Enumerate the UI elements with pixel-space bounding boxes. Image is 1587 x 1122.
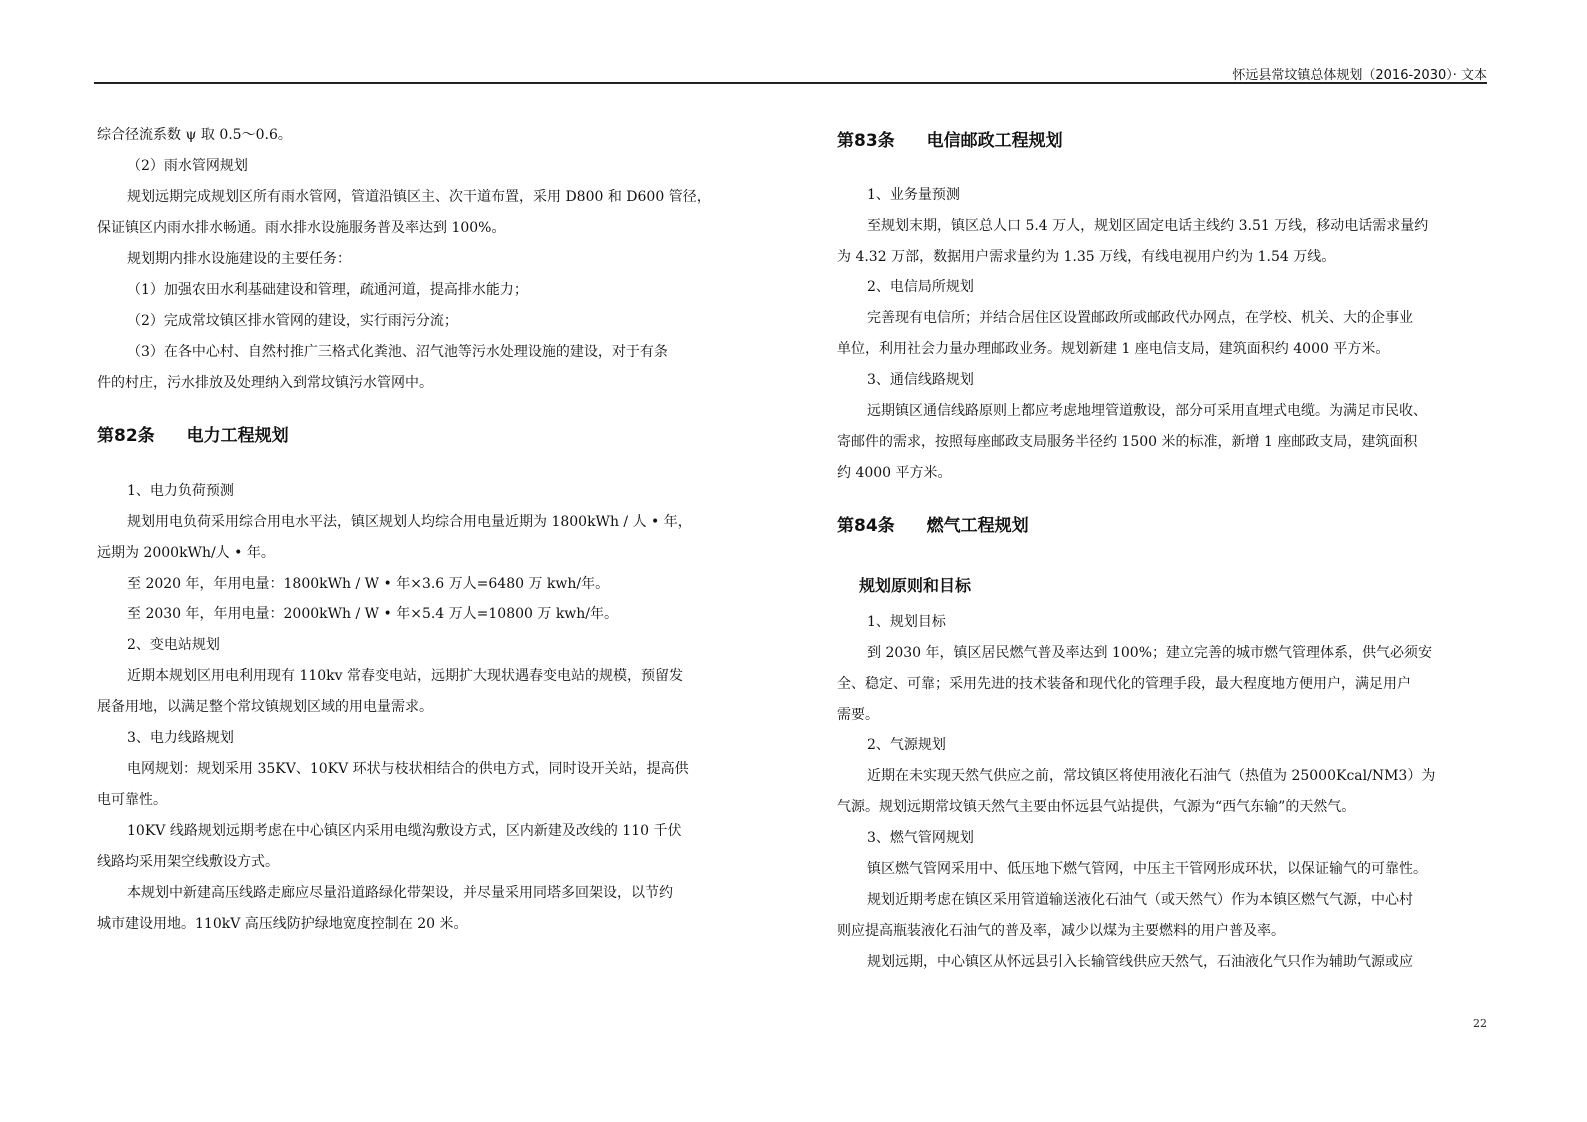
paragraph-line: 规划近期考虑在镇区采用管道输送液化石油气（或天然气）作为本镇区燃气气源，中心村 xyxy=(867,892,1413,908)
article-title: 电信邮政工程规划 xyxy=(926,131,1063,151)
paragraph-line: （2）完成常坟镇区排水管网的建设，实行雨污分流； xyxy=(127,313,458,329)
paragraph-line: 电网规划：规划采用 35KV、10KV 环状与枝状相结合的供电方式，同时设开关站，提高供 xyxy=(127,761,689,777)
header-divider xyxy=(94,82,1487,84)
article-number: 第84条 xyxy=(837,516,895,536)
paragraph-line: 规划远期完成规划区所有雨水管网，管道沿镇区主、次干道布置，采用 D800 和 D600 管径， xyxy=(127,189,711,205)
paragraph-line: （3）在各中心村、自然村推广三格式化粪池、沼气池等污水处理设施的建设，对于有条 xyxy=(127,344,668,360)
paragraph-line: 10KV 线路规划远期考虑在中心镇区内采用电缆沟敷设方式，区内新建及改线的 110 千伏 xyxy=(127,823,682,839)
paragraph-line: 到 2030 年，镇区居民燃气普及率达到 100%；建立完善的城市燃气管理体系，供气必须安 xyxy=(867,645,1433,661)
paragraph-line: 至 2020 年，年用电量：1800kWh / W • 年×3.6 万人=6480 万 kwh/年。 xyxy=(127,576,610,592)
section-heading-line: 1、电力负荷预测 xyxy=(127,483,234,499)
section-heading-line: 2、变电站规划 xyxy=(127,637,220,653)
paragraph-line: （2）雨水管网规划 xyxy=(127,158,248,174)
article-title: 电力工程规划 xyxy=(186,426,289,446)
page-number: 22 xyxy=(1473,1017,1487,1030)
paragraph-line: 寄邮件的需求，按照每座邮政支局服务半径约 1500 米的标准，新增 1 座邮政支局，建筑面积 xyxy=(837,434,1418,450)
paragraph-line: 本规划中新建高压线路走廊应尽量沿道路绿化带架设，并尽量采用同塔多回架设，以节约 xyxy=(127,885,673,901)
paragraph-line: 规划期内排水设施建设的主要任务： xyxy=(127,251,351,267)
paragraph-line: 远期为 2000kWh/人 • 年。 xyxy=(97,545,275,561)
section-heading-line: 2、电信局所规划 xyxy=(867,279,974,295)
paragraph-line: 综合径流系数 ψ 取 0.5～0.6。 xyxy=(97,127,292,143)
paragraph-line: 规划远期，中心镇区从怀远县引入长输管线供应天然气，石油液化气只作为辅助气源或应 xyxy=(867,954,1413,970)
paragraph-line: 至规划末期，镇区总人口 5.4 万人，规划区固定电话主线约 3.51 万线，移动电话需求量约 xyxy=(867,218,1429,234)
section-heading-line: 3、燃气管网规划 xyxy=(867,830,974,846)
article-number: 第82条 xyxy=(97,426,155,446)
paragraph-line: （1）加强农田水利基础建设和管理，疏通河道，提高排水能力； xyxy=(127,282,528,298)
paragraph-line: 线路均采用架空线敷设方式。 xyxy=(97,854,279,870)
paragraph-line: 近期本规划区用电利用现有 110kv 常春变电站，远期扩大现状遇春变电站的规模，预留发 xyxy=(127,668,684,684)
paragraph-line: 完善现有电信所；并结合居住区设置邮政所或邮政代办网点，在学校、机关、大的企事业 xyxy=(867,310,1413,326)
paragraph-line: 规划用电负荷采用综合用电水平法，镇区规划人均综合用电量近期为 1800kWh / 人 • 年， xyxy=(127,514,692,530)
section-heading-line: 3、电力线路规划 xyxy=(127,730,234,746)
paragraph-line: 全、稳定、可靠；采用先进的技术装备和现代化的管理手段，最大程度地方便用户，满足用户 xyxy=(837,676,1411,692)
document-header-title: 怀远县常坟镇总体规划（2016-2030）· 文本 xyxy=(1232,68,1487,83)
section-heading-line: 3、通信线路规划 xyxy=(867,372,974,388)
paragraph-line: 至 2030 年，年用电量：2000kWh / W • 年×5.4 万人=10800 万 kwh/年。 xyxy=(127,606,619,622)
paragraph-line: 单位，利用社会力量办理邮政业务。规划新建 1 座电信支局，建筑面积约 4000 平方米。 xyxy=(837,341,1390,357)
subsection-heading: 规划原则和目标 xyxy=(859,576,972,595)
section-heading-line: 1、业务量预测 xyxy=(867,187,960,203)
article-title: 燃气工程规划 xyxy=(926,516,1029,536)
paragraph-line: 则应提高瓶装液化石油气的普及率，减少以煤为主要燃料的用户普及率。 xyxy=(837,923,1285,939)
article-number: 第83条 xyxy=(837,131,895,151)
article-heading-82 xyxy=(97,428,289,445)
paragraph-line: 电可靠性。 xyxy=(97,792,167,808)
paragraph-line: 件的村庄，污水排放及处理纳入到常坟镇污水管网中。 xyxy=(97,375,433,391)
paragraph-line: 气源。规划远期常坟镇天然气主要由怀远县气站提供，气源为“西气东输”的天然气。 xyxy=(837,799,1356,815)
paragraph-line: 城市建设用地。110kV 高压线防护绿地宽度控制在 20 米。 xyxy=(97,916,468,932)
paragraph-line: 约 4000 平方米。 xyxy=(837,465,952,481)
paragraph-line: 远期镇区通信线路原则上都应考虑地埋管道敷设，部分可采用直埋式电缆。为满足市民收、 xyxy=(867,403,1427,419)
section-heading-line: 1、规划目标 xyxy=(867,614,946,630)
article-heading-84 xyxy=(837,518,1029,535)
section-heading-line: 2、气源规划 xyxy=(867,737,946,753)
paragraph-line: 保证镇区内雨水排水畅通。雨水排水设施服务普及率达到 100%。 xyxy=(97,220,506,236)
paragraph-line: 需要。 xyxy=(837,707,879,723)
paragraph-line: 近期在未实现天然气供应之前，常坟镇区将使用液化石油气（热值为 25000Kcal/NM3）为 xyxy=(867,768,1436,784)
paragraph-line: 镇区燃气管网采用中、低压地下燃气管网，中压主干管网形成环状，以保证输气的可靠性。 xyxy=(867,861,1427,877)
paragraph-line: 为 4.32 万部，数据用户需求量约为 1.35 万线，有线电视用户约为 1.54 万线。 xyxy=(837,249,1336,265)
article-heading-83 xyxy=(837,133,1063,150)
paragraph-line: 展备用地，以满足整个常坟镇规划区域的用电量需求。 xyxy=(97,699,433,715)
